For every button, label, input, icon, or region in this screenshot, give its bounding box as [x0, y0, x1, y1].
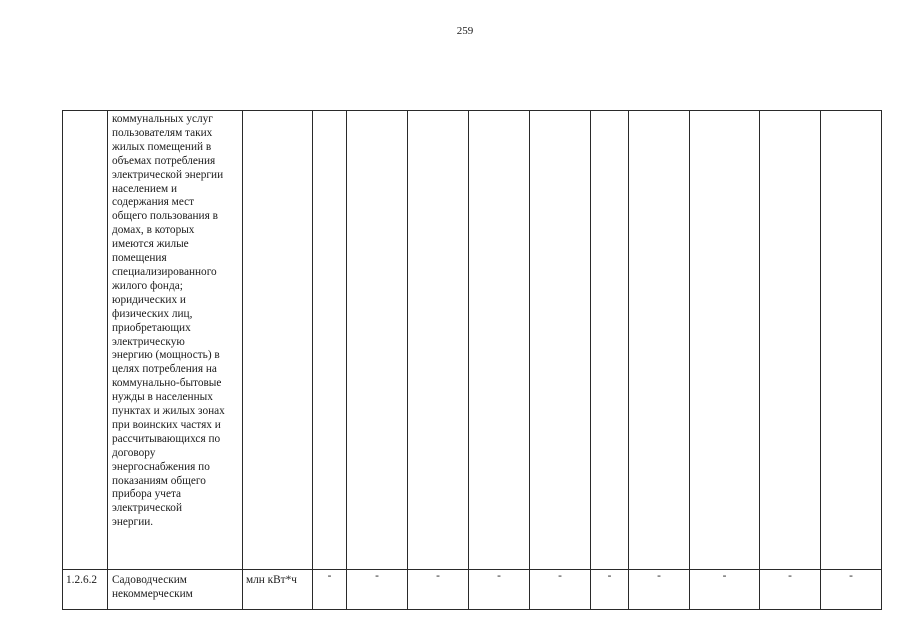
- cell-value: -: [591, 570, 629, 610]
- cell-value-empty: [591, 111, 629, 570]
- cell-value-empty: [530, 111, 591, 570]
- cell-value: -: [629, 570, 690, 610]
- cell-value: -: [313, 570, 347, 610]
- cell-value-empty: [760, 111, 821, 570]
- cell-unit: [243, 570, 313, 610]
- cell-value: -: [690, 570, 760, 610]
- cell-value-empty: [347, 111, 408, 570]
- cell-value-empty: [408, 111, 469, 570]
- cell-value-empty: [313, 111, 347, 570]
- cell-description: [108, 570, 243, 610]
- cell-value: -: [408, 570, 469, 610]
- cell-description: [108, 111, 243, 570]
- data-table: [62, 110, 882, 610]
- cell-value: -: [530, 570, 591, 610]
- cell-value: -: [821, 570, 882, 610]
- table-row-1-2-6-2: [63, 570, 882, 610]
- cell-unit-empty: [243, 111, 313, 570]
- cell-value-empty: [821, 111, 882, 570]
- cell-code-empty: [63, 111, 108, 570]
- cell-value: -: [760, 570, 821, 610]
- cell-code: [63, 570, 108, 610]
- page-number: 259: [456, 25, 474, 37]
- cell-value: -: [347, 570, 408, 610]
- cell-value-empty: [469, 111, 530, 570]
- cell-value-empty: [629, 111, 690, 570]
- cell-value: -: [469, 570, 530, 610]
- cell-value-empty: [690, 111, 760, 570]
- item-unit: млн кВт*ч: [246, 574, 297, 586]
- item-description: Садоводческим некоммерческим: [112, 574, 193, 600]
- description-text: коммунальных услуг пользователям таких жилых помещений в объемах потребления электрической энергии населением и содержания мест общего пользования в домах, в которых имеются жилые помещения специализированного жилого фонда; юридических и физических лиц, приобретающих электрическую энергию (мощность) в целях потребления на коммунально-бытовые нужды в населенных пунктах и жилых зонах при воинских частях и рассчитывающихся по договору энергоснабжения по показаниям общего прибора учета электрической энергии.: [112, 113, 225, 529]
- table-row-continuation: [63, 111, 882, 570]
- item-code: 1.2.6.2: [66, 574, 98, 586]
